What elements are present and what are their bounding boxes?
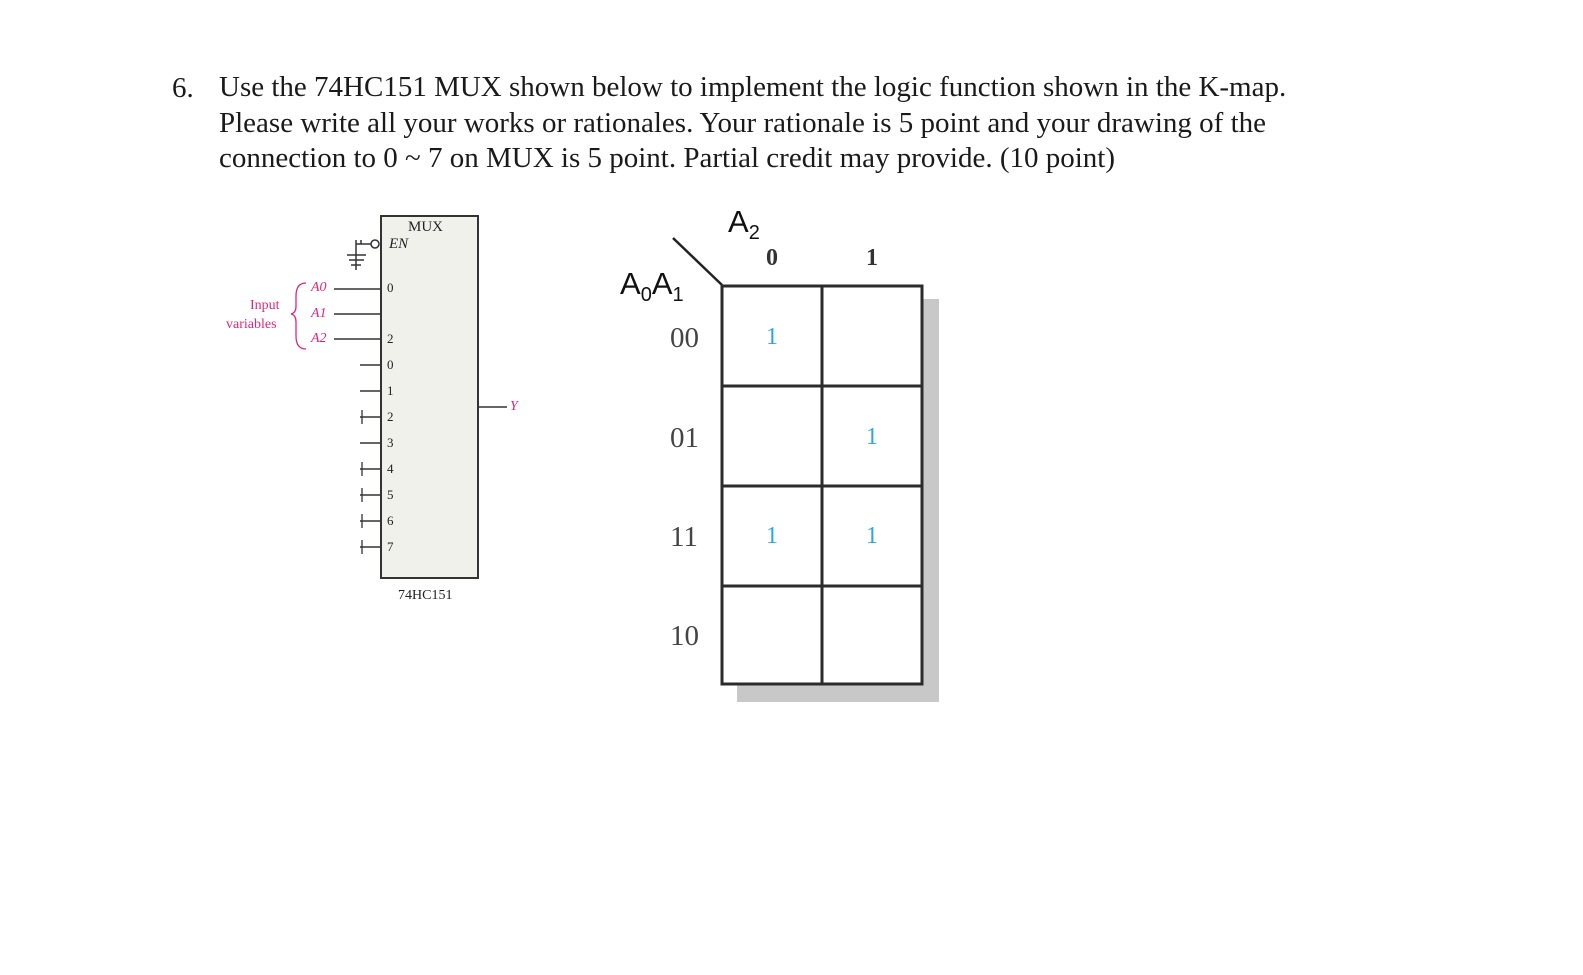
data-pin-label: 0 [387, 357, 394, 372]
mux-title: MUX [408, 219, 444, 235]
kmap-row-sub-b: 1 [672, 284, 684, 307]
data-pin-label: 6 [387, 513, 394, 528]
kmap-row-header: 11 [670, 521, 698, 553]
data-pin-label: 2 [387, 409, 394, 424]
part-number: 74HC151 [398, 588, 453, 603]
data-pin-label: 4 [387, 461, 394, 476]
data-pin-label: 7 [387, 539, 394, 554]
enable-label: EN [389, 236, 409, 252]
kmap-row-var-b: A [651, 266, 673, 301]
kmap-row-header: 10 [670, 620, 699, 652]
question-line-2: Please write all your works or rationales. Your rationale is 5 point and your drawing of the [219, 106, 1267, 139]
kmap-cell: 1 [866, 523, 878, 549]
kmap-row-header: 01 [670, 422, 699, 454]
data-pin-label: 1 [387, 383, 394, 398]
select-input-label: A1 [311, 306, 327, 321]
kmap-cell: 1 [866, 424, 878, 450]
select-pin-label: 0 [387, 280, 394, 295]
question-number: 6. [172, 72, 194, 104]
data-pin-label: 3 [387, 435, 394, 450]
select-input-label: A2 [311, 331, 327, 346]
select-input-label: A0 [311, 280, 327, 295]
kmap-row-sub-a: 0 [640, 284, 652, 307]
select-lines [334, 289, 380, 339]
kmap-cell: 1 [766, 324, 778, 350]
data-lines [360, 365, 380, 547]
kmap-row-variable [620, 266, 684, 307]
output-label: Y [510, 399, 518, 414]
en-inversion-bubble [371, 240, 379, 248]
kmap-column-header: 1 [866, 245, 878, 271]
question-line-3: connection to 0 ~ 7 on MUX is 5 point. Partial credit may provide. (10 point) [219, 142, 1116, 174]
kmap-column-header: 0 [766, 245, 778, 271]
kmap-column-sub: 2 [748, 222, 760, 245]
kmap-cell: 1 [766, 523, 778, 549]
kmap-row-var-a: A [620, 266, 641, 301]
input-group-label: variables [226, 317, 277, 332]
input-group-label: Input [250, 298, 280, 313]
mux-chip [380, 215, 479, 579]
data-pin-label: 5 [387, 487, 394, 502]
kmap-column-variable [728, 204, 760, 245]
question-line-1: Use the 74HC151 MUX shown below to implement the logic function shown in the K-map. [219, 71, 1287, 103]
ground-icon [347, 240, 371, 270]
kmap-column-var: A [728, 204, 749, 239]
kmap-row-header: 00 [670, 322, 699, 354]
select-pin-label: 2 [387, 331, 394, 346]
input-brace [291, 283, 306, 349]
kmap-grid [722, 286, 922, 684]
